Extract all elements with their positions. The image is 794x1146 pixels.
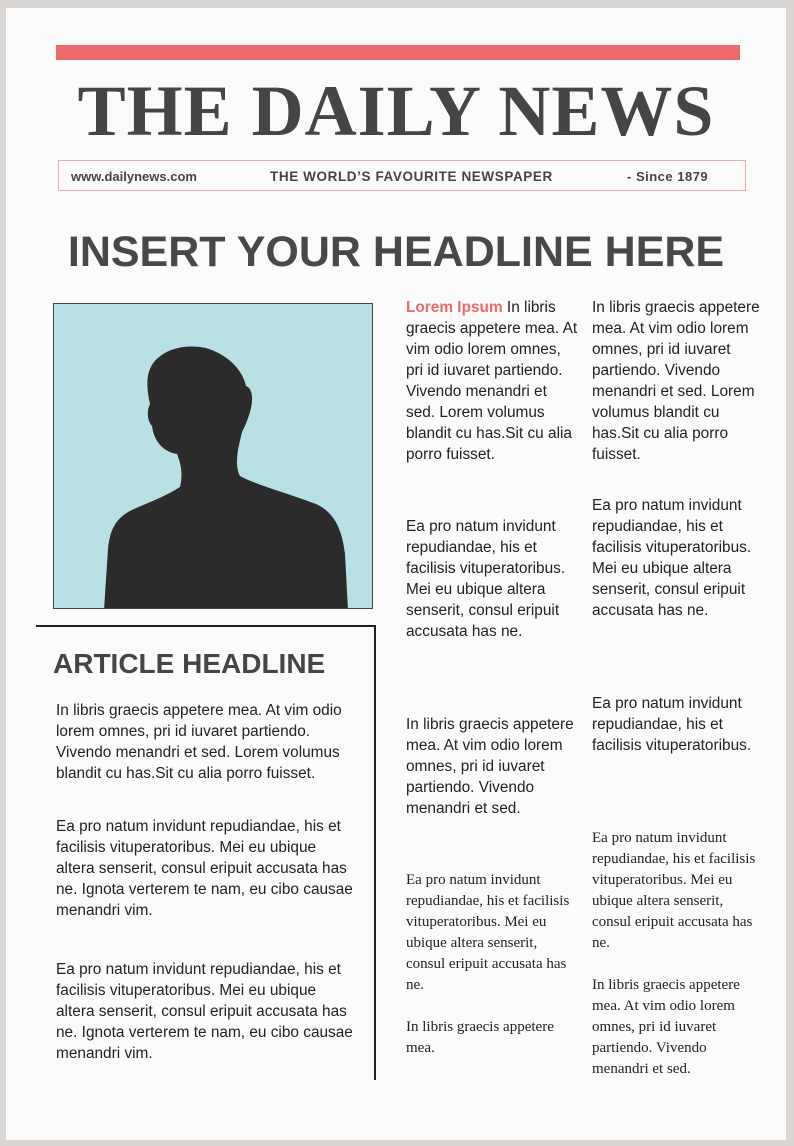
person-silhouette-icon (54, 304, 373, 609)
column-3-p4: Ea pro natum invidunt repudiandae, his et facilisis vituperatoribus. Mei eu ubique altera senserit, consul eripuit accusata has ne. (592, 830, 756, 951)
column-2-p1 (406, 297, 578, 465)
masthead-title: THE DAILY NEWS (77, 71, 715, 151)
tagline: THE WORLD’S FAVOURITE NEWSPAPER (270, 169, 553, 184)
masthead-info-bar (58, 160, 746, 191)
article-body-p1: In libris graecis appetere mea. At vim odio lorem omnes, pri id iuvaret partiendo. Vivendo menandri et sed. Lorem volumus blandit cu has.Sit cu alia porro fuisset. (56, 702, 342, 782)
column-2-p4: Ea pro natum invidunt repudiandae, his et facilisis vituperatoribus. Mei eu ubique altera senserit, consul eripuit accusata has ne. (406, 872, 570, 993)
column-3-p2: Ea pro natum invidunt repudiandae, his et facilisis vituperatoribus. Mei eu ubique altera senserit, consul eripuit accusata has ne. (592, 497, 752, 619)
column-2-p3: In libris graecis appetere mea. At vim odio lorem omnes, pri id iuvaret partiendo. Vivendo menandri et sed. (406, 716, 574, 817)
column-2-p2: Ea pro natum invidunt repudiandae, his et facilisis vituperatoribus. Mei eu ubique altera senserit, consul eripuit accusata has ne. (406, 518, 566, 640)
newspaper-page (6, 8, 786, 1140)
masthead-accent-bar (56, 45, 740, 60)
column-3-p5: In libris graecis appetere mea. At vim odio lorem omnes, pri id iuvaret partiendo. Vivendo menandri et sed. (592, 977, 740, 1077)
article-headline: ARTICLE HEADLINE (53, 648, 326, 679)
founded-year: - Since 1879 (627, 169, 709, 184)
column-2-p1-text: In libris graecis appetere mea. At vim odio lorem omnes, pri id iuvaret partiendo. Vivendo menandri et sed. Lorem volumus blandit cu has.Sit cu alia porro fuisset. (406, 299, 578, 463)
main-headline: INSERT YOUR HEADLINE HERE (67, 228, 725, 276)
column-3-p1: In libris graecis appetere mea. At vim odio lorem omnes, pri id iuvaret partiendo. Vivendo menandri et sed. Lorem volumus blandit cu has.Sit cu alia porro fuisset. (592, 299, 760, 463)
column-divider (374, 625, 376, 1080)
column-3-p3: Ea pro natum invidunt repudiandae, his et facilisis vituperatoribus. (592, 695, 752, 754)
section-divider (36, 625, 375, 627)
lead-label: Lorem Ipsum (406, 299, 503, 316)
article-body-p3: Ea pro natum invidunt repudiandae, his et facilisis vituperatoribus. Mei eu ubique altera senserit, consul eripuit accusata has ne. Ignota verterem te nam, eu cibo causae menandri vim. (56, 961, 353, 1062)
article-photo-placeholder (53, 303, 373, 609)
column-2-p5: In libris graecis appetere mea. (406, 1019, 554, 1056)
website-url: www.dailynews.com (71, 169, 197, 184)
article-body-p2: Ea pro natum invidunt repudiandae, his et facilisis vituperatoribus. Mei eu ubique altera senserit, consul eripuit accusata has ne. Ignota verterem te nam, eu cibo causae menandri vim. (56, 818, 353, 919)
